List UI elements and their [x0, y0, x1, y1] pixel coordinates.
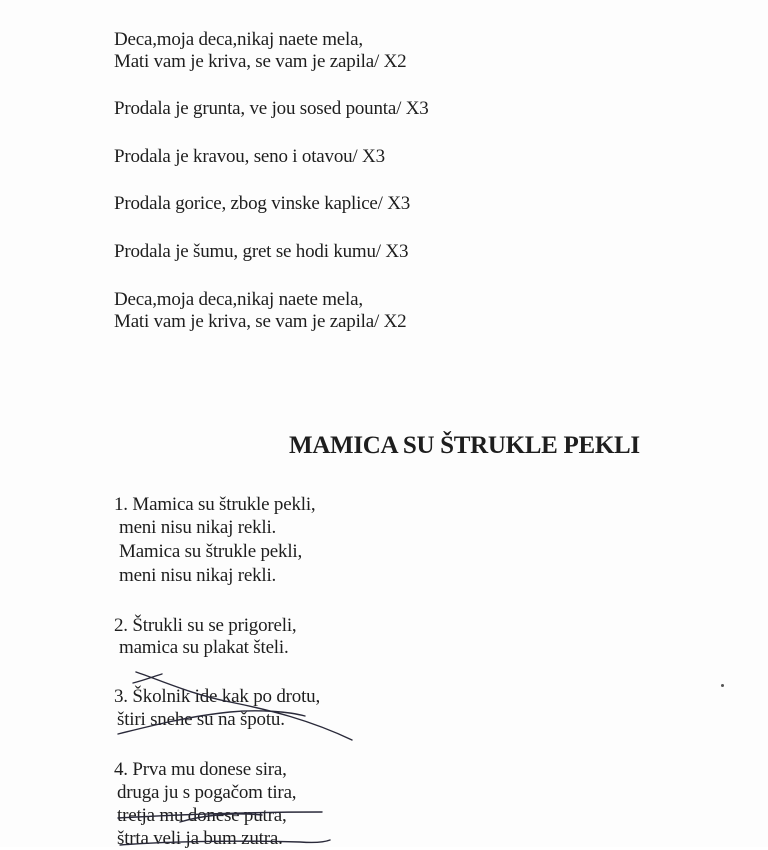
song2-verse2-line1: 2. Štrukli su se prigoreli,	[114, 615, 297, 636]
song2-verse4-line1: 4. Prva mu donese sira,	[114, 759, 287, 780]
song1-line-6: Prodala je šumu, gret se hodi kumu/ X3	[114, 241, 409, 262]
song1-line-3: Prodala je grunta, ve jou sosed pounta/ X3	[114, 98, 429, 119]
song2-title: MAMICA SU ŠTRUKLE PEKLI	[289, 432, 640, 459]
song2-verse2-line2: mamica su plakat šteli.	[119, 637, 289, 658]
song1-line-2: Mati vam je kriva, se vam je zapila/ X2	[114, 51, 407, 72]
song2-verse3-line1: 3. Školnik ide kak po drotu,	[114, 686, 321, 707]
song1-line-7: Deca,moja deca,nikaj naete mela,	[114, 289, 363, 310]
song2-verse3-line2: štiri snehe su na špotu.	[117, 709, 285, 730]
song2-verse1-line2: meni nisu nikaj rekli.	[119, 517, 277, 538]
song2-verse4-line3: tretja mu donese putra,	[117, 805, 287, 826]
song2-verse4-line2: druga ju s pogačom tira,	[117, 782, 297, 803]
song1-line-8: Mati vam je kriva, se vam je zapila/ X2	[114, 311, 407, 332]
song2-verse1-line3: Mamica su štrukle pekli,	[119, 541, 303, 562]
song1-line-1: Deca,moja deca,nikaj naete mela,	[114, 29, 363, 50]
song2-verse1-line4: meni nisu nikaj rekli.	[119, 565, 277, 586]
song2-verse1-line1: 1. Mamica su štrukle pekli,	[114, 494, 316, 515]
song1-line-5: Prodala gorice, zbog vinske kaplice/ X3	[114, 193, 411, 214]
scan-speck	[721, 684, 724, 687]
song2-verse4-line4: štrta veli ja bum zutra.	[117, 828, 283, 849]
song1-line-4: Prodala je kravou, seno i otavou/ X3	[114, 146, 385, 167]
